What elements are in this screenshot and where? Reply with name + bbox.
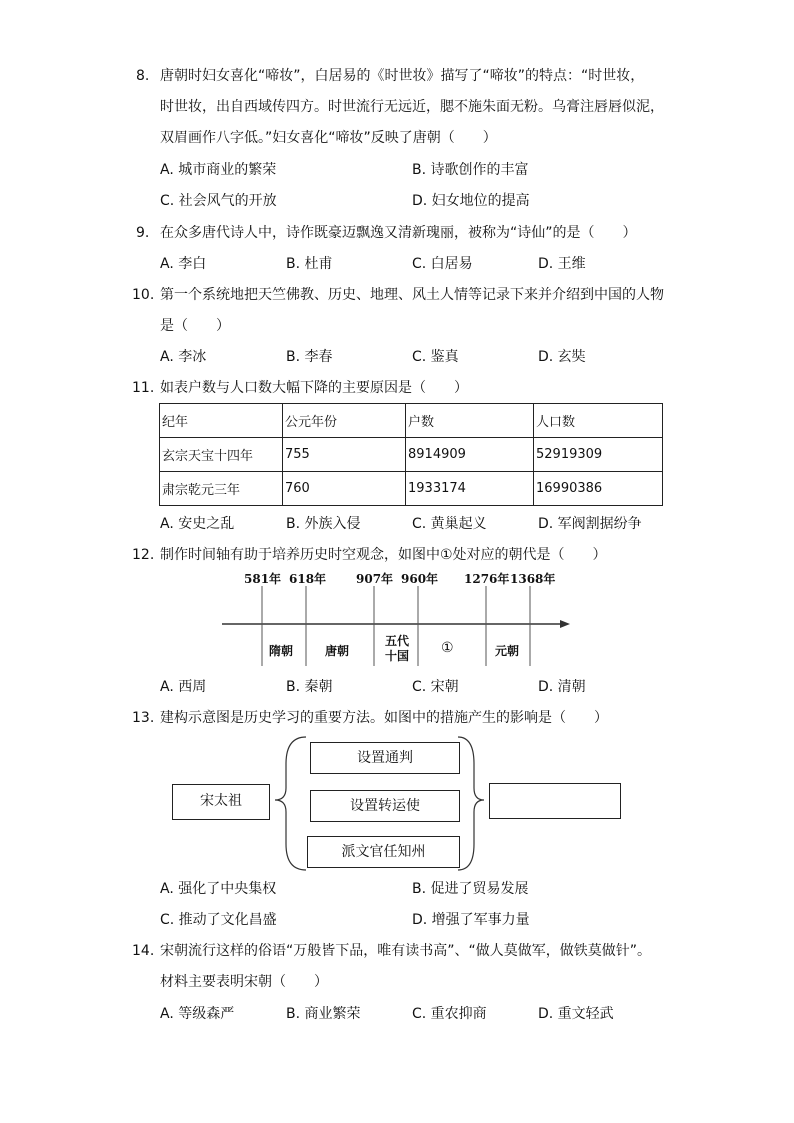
timeline-year-label: 581年 [244, 572, 282, 586]
q10-option-b[interactable]: B. 李春 [286, 349, 333, 365]
q9-option-c[interactable]: C. 白居易 [412, 256, 473, 272]
q13-number: 13. [132, 710, 155, 726]
q9-option-d[interactable]: D. 王维 [538, 256, 586, 272]
timeline-year-label: 1368年 [510, 572, 556, 586]
q8-option-a[interactable]: A. 城市商业的繁荣 [160, 162, 277, 178]
q11-table [159, 403, 663, 506]
diagram-braces [270, 734, 490, 874]
q11-option-d[interactable]: D. 军阀割据纷争 [538, 516, 642, 532]
diagram-measure-box: 派文官任知州 [307, 836, 460, 868]
q8-stem-line-2: 时世妆，出自西域传四方。时世流行无远近，腮不施朱面无粉。乌膏注唇唇似泥， [160, 99, 664, 115]
table-cell: 755 [283, 438, 406, 472]
timeline-year-label: 960年 [401, 572, 439, 586]
table-cell: 52919309 [534, 438, 663, 472]
timeline-dynasty-label: 隋朝 [269, 644, 294, 658]
table-header-cell: 户数 [406, 404, 534, 438]
q10-option-a[interactable]: A. 李冰 [160, 349, 207, 365]
q13-option-c[interactable]: C. 推动了文化昌盛 [160, 912, 277, 928]
q12-option-b[interactable]: B. 秦朝 [286, 679, 333, 695]
q8-option-c[interactable]: C. 社会风气的开放 [160, 193, 277, 209]
q11-option-b[interactable]: B. 外族入侵 [286, 516, 361, 532]
q14-option-d[interactable]: D. 重文轻武 [538, 1006, 614, 1022]
timeline-year-label: 1276年 [464, 572, 510, 586]
q14-option-b[interactable]: B. 商业繁荣 [286, 1006, 361, 1022]
q8-option-b[interactable]: B. 诗歌创作的丰富 [412, 162, 529, 178]
table-cell: 8914909 [406, 438, 534, 472]
q9-option-a[interactable]: A. 李白 [160, 256, 207, 272]
q8-option-d[interactable]: D. 妇女地位的提高 [412, 193, 530, 209]
q12-stem: 制作时间轴有助于培养历史时空观念，如图中①处对应的朝代是（ ） [160, 547, 607, 563]
q8-stem-line-1: 唐朝时妇女喜化“啼妆”，白居易的《时世妆》描写了“啼妆”的特点：“时世妆， [160, 68, 645, 84]
q14-option-a[interactable]: A. 等级森严 [160, 1006, 235, 1022]
q12-option-d[interactable]: D. 清朝 [538, 679, 586, 695]
q14-option-c[interactable]: C. 重农抑商 [412, 1006, 487, 1022]
q11-number: 11. [132, 380, 155, 396]
timeline-dynasty-label: ① [441, 640, 454, 656]
q13-option-d[interactable]: D. 增强了军事力量 [412, 912, 530, 928]
timeline-arrow-icon [560, 620, 570, 628]
diagram-measure-box: 设置转运使 [310, 790, 460, 822]
q11-option-c[interactable]: C. 黄巢起义 [412, 516, 487, 532]
q10-option-d[interactable]: D. 玄奘 [538, 349, 586, 365]
q10-stem-line-1: 第一个系统地把天竺佛教、历史、地理、风土人情等记录下来并介绍到中国的人物 [160, 287, 664, 303]
timeline-year-label: 907年 [356, 572, 394, 586]
q10-number: 10. [132, 287, 155, 303]
table-cell: 760 [283, 472, 406, 506]
table-cell: 1933174 [406, 472, 534, 506]
right-brace-icon [458, 737, 484, 870]
table-row [160, 438, 663, 472]
q10-stem-line-2: 是（ ） [160, 318, 230, 334]
q14-number: 14. [132, 943, 155, 959]
q13-option-a[interactable]: A. 强化了中央集权 [160, 881, 277, 897]
q11-stem: 如表户数与人口数大幅下降的主要原因是（ ） [160, 380, 468, 396]
q12-number: 12. [132, 547, 155, 563]
table-row [160, 472, 663, 506]
table-header-cell: 人口数 [534, 404, 663, 438]
q8-stem-line-3: 双眉画作八字低。”妇女喜化“啼妆”反映了唐朝（ ） [160, 130, 497, 146]
table-header-cell: 纪年 [160, 404, 283, 438]
table-header-cell: 公元年份 [283, 404, 406, 438]
q8-number: 8. [136, 68, 150, 84]
table-cell: 肃宗乾元三年 [160, 472, 283, 506]
q9-number: 9. [136, 225, 150, 241]
table-cell: 16990386 [534, 472, 663, 506]
q12-option-c[interactable]: C. 宋朝 [412, 679, 459, 695]
q9-option-b[interactable]: B. 杜甫 [286, 256, 333, 272]
timeline-year-label: 618年 [289, 572, 327, 586]
table-cell: 玄宗天宝十四年 [160, 438, 283, 472]
q10-option-c[interactable]: C. 鉴真 [412, 349, 459, 365]
q14-stem-line-2: 材料主要表明宋朝（ ） [160, 974, 328, 990]
diagram-left-box: 宋太祖 [172, 784, 270, 820]
q12-option-a[interactable]: A. 西周 [160, 679, 207, 695]
table-header-row [160, 404, 663, 438]
diagram-result-box [489, 783, 621, 819]
timeline-dynasty-label: 元朝 [495, 644, 520, 658]
q13-option-b[interactable]: B. 促进了贸易发展 [412, 881, 529, 897]
q9-stem: 在众多唐代诗人中，诗作既豪迈飘逸又清新瑰丽，被称为“诗仙”的是（ ） [160, 225, 637, 241]
diagram-measure-box: 设置通判 [310, 742, 460, 774]
q13-stem: 建构示意图是历史学习的重要方法。如图中的措施产生的影响是（ ） [160, 710, 608, 726]
left-brace-icon [275, 737, 306, 870]
timeline-dynasty-label: 五代十国 [384, 634, 409, 663]
q14-stem-line-1: 宋朝流行这样的俗语“万般皆下品，唯有读书高”、“做人莫做军，做铁莫做针”。 [160, 943, 652, 959]
q11-option-a[interactable]: A. 安史之乱 [160, 516, 235, 532]
timeline-dynasty-label: 唐朝 [325, 644, 350, 658]
